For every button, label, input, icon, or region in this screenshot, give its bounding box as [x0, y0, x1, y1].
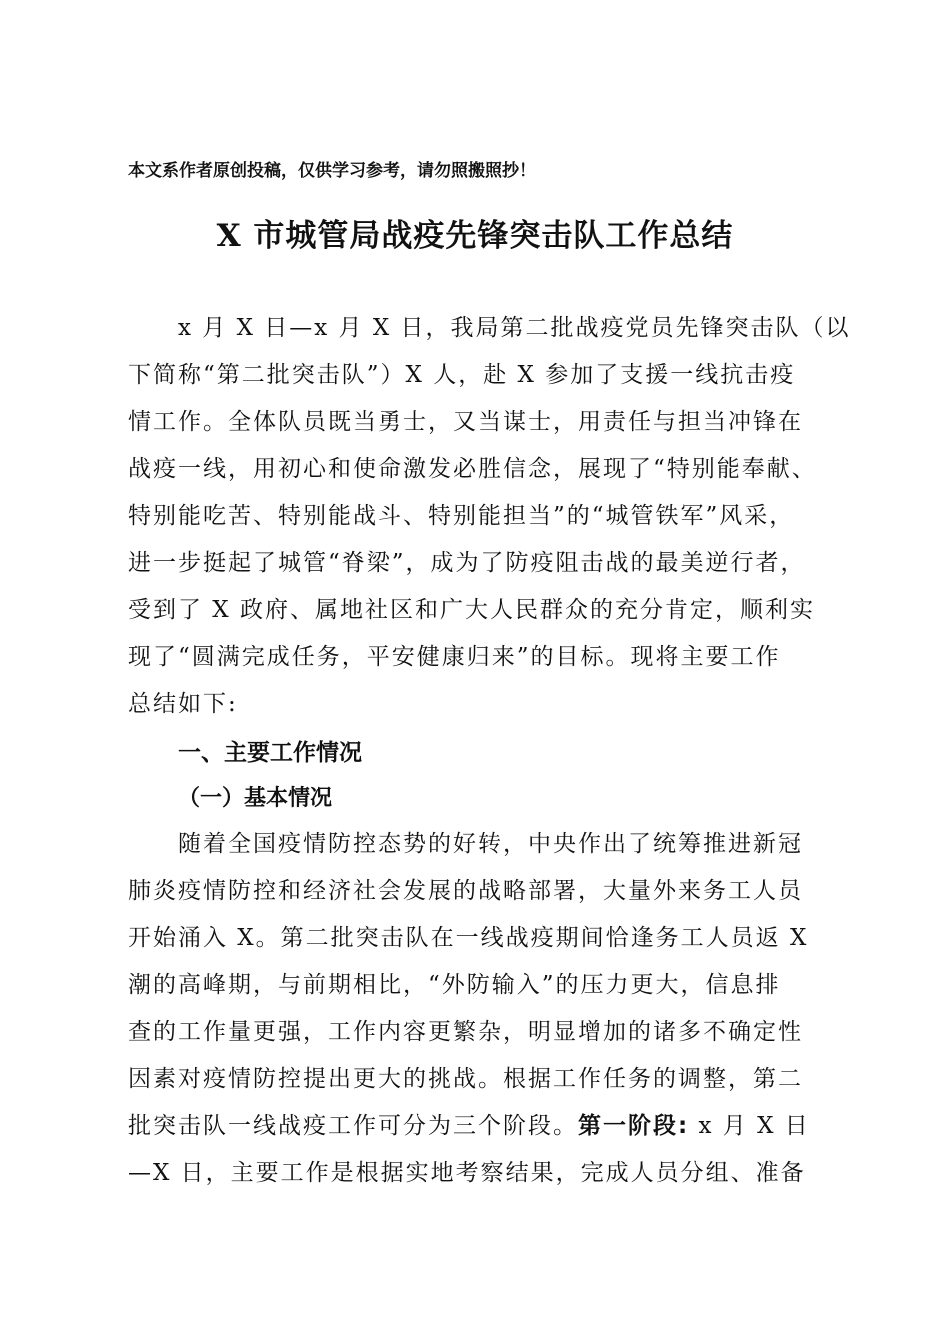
paragraph-line: 战疫一线，用初心和使命激发必胜信念，展现了“特别能奉献、	[128, 456, 817, 482]
paragraph-line: 随着全国疫情防控态势的好转，中央作出了统筹推进新冠	[178, 831, 803, 857]
paragraph-line: 开始涌入 X。第二批突击队在一线战疫期间恰逢务工人员返 X	[128, 925, 809, 951]
paragraph-line: x 月 X 日—x 月 X 日，我局第二批战疫党员先锋突击队（以	[178, 315, 851, 341]
phase-line-suffix: x 月 X 日	[689, 1113, 810, 1139]
copyright-notice: 本文系作者原创投稿，仅供学习参考，请勿照搬照抄！	[128, 161, 536, 181]
paragraph-line: 情工作。全体队员既当勇士，又当谋士，用责任与担当冲锋在	[128, 409, 803, 435]
paragraph-line: 现了“圆满完成任务，平安健康归来”的目标。现将主要工作	[128, 644, 781, 670]
paragraph-line: 下简称“第二批突击队”）X 人，赴 X 参加了支援一线抗击疫	[128, 362, 796, 388]
paragraph-line: 因素对疫情防控提出更大的挑战。根据工作任务的调整，第二	[128, 1066, 803, 1092]
paragraph-line: 总结如下:	[128, 691, 238, 717]
subsection-heading: （一）基本情况	[178, 785, 333, 811]
paragraph-line	[128, 1111, 810, 1141]
paragraph-line: —X 日，主要工作是根据实地考察结果，完成人员分组、准备	[128, 1160, 806, 1186]
phase-label: 第一阶段:	[578, 1113, 690, 1139]
paragraph-line: 潮的高峰期，与前期相比，“外防输入”的压力更大，信息排	[128, 972, 781, 998]
phase-line-prefix: 批突击队一线战疫工作可分为三个阶段。	[128, 1113, 578, 1139]
paragraph-line: 肺炎疫情防控和经济社会发展的战略部署，大量外来务工人员	[128, 878, 803, 904]
paragraph-line: 特别能吃苦、特别能战斗、特别能担当”的“城管铁军”风采，	[128, 503, 795, 529]
section-heading: 一、主要工作情况	[178, 740, 362, 766]
paragraph-line: 受到了 X 政府、属地社区和广大人民群众的充分肯定，顺利实	[128, 597, 815, 623]
document-title: X 市城管局战疫先锋突击队工作总结	[216, 218, 734, 254]
paragraph-line: 查的工作量更强，工作内容更繁杂，明显增加的诸多不确定性	[128, 1019, 803, 1045]
paragraph-line: 进一步挺起了城管“脊梁”，成为了防疫阻击战的最美逆行者，	[128, 550, 806, 576]
